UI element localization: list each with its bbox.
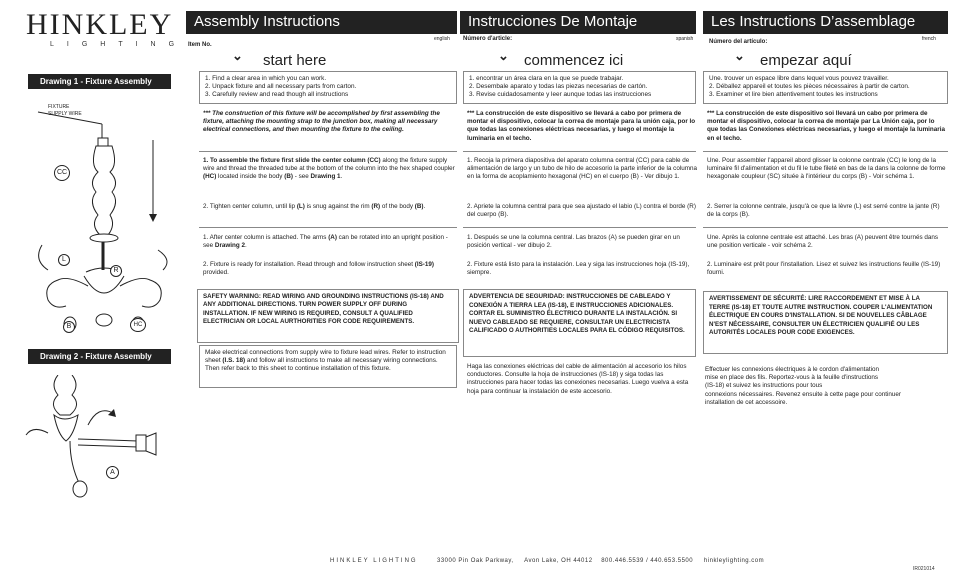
- es-safety-warning: ADVERTENCIA DE SEGURIDAD: INSTRUCCIONES DE CABLEADO Y CONEXIÓN A TIERRA LEA (IS-18), E INSTRUCCIONES ADICIONALES. CORTAR EL SUMINISTRO ÉLECTRICO DURANTE LA INSTALACIÓN. SI NUEVO CABLEADO SE REQUIERE, CONSULTAR UN ELECTRICISTA CALIFICADO O AUTHORITIES LOCALES PARA EL CÓDIGO REQUISITOS.: [463, 289, 696, 357]
- document-code: IR021014: [913, 566, 935, 572]
- fr-step-2: 2. Serrer la colonne centrale, jusqu'à ce que la lèvre (L) est serré contre la jante (R) de la corps (B).: [707, 203, 940, 219]
- callout-cc: CC: [54, 165, 70, 181]
- fr-intro-3: 3. Examiner et lire bien attentivement toutes les instructions: [709, 91, 878, 99]
- assembly-instructions-header: Assembly Instructions: [186, 11, 457, 34]
- divider: [199, 227, 457, 228]
- en-step-1: 1. To assemble the fixture first slide the center column (CC) along the fixture supply wire and thread the threaded tube at the bottom of the column into the hex shaped coupler (HC) located inside the body (B) - see Drawing 1.: [203, 157, 455, 181]
- start-here-label: start here: [263, 52, 327, 69]
- chevron-down-icon: ⌄: [498, 48, 509, 63]
- fr-construction-note: *** La construcción de este dispositivo soi llevará un cabo por primera de montar el dispositivo, colocar la correa de montaje par La Unión caja, por lo que todas las Conexiones eléctricas necesarias, y luego el montaje la luminaria en el techo.: [707, 110, 945, 142]
- en-safety-warning: SAFETY WARNING: READ WIRING AND GROUNDING INSTRUCTIONS (IS-18) AND ANY ADDITIONAL DIRECTIONS. TURN POWER SUPPLY OFF DURING INSTALLATION. IF NEW WIRING IS REQUIRED, CONSULT A QUALIFIED ELECTRICIAN OR LOCAL AURTHORITIES FOR CODE REQUIREMENTS.: [197, 289, 459, 343]
- en-construction-note: *** The construction of this fixture will be accomplished by first assembling the fixture, attaching the mounting strap to the junction box, making all necessary electrical connections, and then mounting the fixture to the ceiling.: [203, 110, 440, 134]
- lang-spanish: spanish: [676, 36, 694, 42]
- les-instructions-header: Les Instructions D’assemblage: [703, 11, 948, 34]
- divider: [463, 151, 696, 152]
- drawing-2-illustration: [18, 375, 178, 505]
- es-step-2: 2. Apriete la columna central para que sea ajustado el labio (L) contra el borde (R) del cuerpo (B).: [467, 203, 696, 219]
- drawing-1-title: Drawing 1 - Fixture Assembly: [28, 74, 171, 89]
- numero-article-label: Número d'article:: [463, 36, 513, 42]
- lang-english: english: [434, 36, 450, 42]
- item-no-label: Item No.: [188, 42, 212, 48]
- commencez-ici-label: commencez ici: [524, 52, 624, 69]
- es-intro-1: 1. encontrar un área clara en la que se puede trabajar.: [469, 75, 624, 82]
- divider: [703, 227, 948, 228]
- es-intro-2: 2. Desembale aparato y todas las piezas necesarias de cartón.: [469, 83, 648, 91]
- es-step-4: 2. Fixture está listo para la instalación. Lea y siga las instrucciones hoja (IS-19), siempre.: [467, 261, 690, 277]
- brand-logo: [26, 8, 188, 48]
- drawing-2-title: Drawing 2 - Fixture Assembly: [28, 349, 171, 364]
- es-step-3: 1. Después se une la columna central. Las brazos (A) se pueden girar en un posición vertical - ver dibujo 2.: [467, 234, 680, 250]
- en-intro-2: 2. Unpack fixture and all necessary parts from carton.: [205, 83, 357, 91]
- callout-r: R: [110, 265, 122, 277]
- callout-b: B: [63, 321, 75, 333]
- lang-french: french: [922, 36, 936, 42]
- fr-intro-1: Une. trouver un espace libre dans lequel vous pouvez travailler.: [709, 75, 889, 82]
- en-intro-1: 1. Find a clear area in which you can work.: [205, 75, 327, 82]
- fr-step-3: Une. Après la colonne centrale est attaché. Les bras (A) peuvent être tournés dans une position verticale - voir schéma 2.: [707, 234, 939, 250]
- numero-articulo-label: Número del artículo:: [709, 39, 768, 45]
- es-electrical-text: Haga las conexiones eléctricas del cable de alimentación al accesorio los hilos conductores. Consulte la hoja de instrucciones (IS-18) y siga todas las instrucciones para hacer todas las conexiones necesarias. Luego vuelva a esta hoja para continuar la instalación de este accesorio.: [467, 363, 689, 395]
- en-electrical-box: Make electrical connections from supply wire to fixture lead wires. Refer to instruction sheet (I.S. 18) and follow all instructions to make all necessary wiring connections. Then refer back to this sheet to continue installation of this fixture.: [199, 345, 457, 388]
- chevron-down-icon: ⌄: [734, 48, 745, 63]
- fr-step-4: 2. Luminaire est prêt pour l'installation. Lisez et suivez les instructions feuille (IS-19) fourni.: [707, 261, 941, 277]
- divider: [463, 227, 696, 228]
- en-step-3: 1. After center column is attached. The arms (A) can be rotated into an upright position - see Drawing 2.: [203, 234, 448, 250]
- divider: [703, 151, 948, 152]
- fr-electrical-text: Effectuer les connexions électriques à le cordon d'alimentation mise en place des fils. Reportez-vous à la feuille d'instructions (IS-18) et suivez les instructions pour tous connexions nécessaires. Revenez ensuite à cette page pour continuer installation de cet accessoire.: [705, 366, 902, 406]
- fr-safety-warning: AVERTISSEMENT DE SÉCURITÉ: LIRE RACCORDEMENT ET MISE À LA TERRE (IS-18) ET TOUTE AUTRE INSTRUCTION. COUPER L'ALIMENTATION ÉLECTRIQUE EN COURS D'INSTALLATION. SI DE NOUVELLES CÂBLAGE N'EST NÉCESSAIRE, CONSULTER UN ÉLECTRICIEN QUALIFIÉ OU LES AUTORITÉS LOCALES POUR CODE EXIGENCES.: [703, 291, 948, 354]
- en-step-4: 2. Fixture is ready for installation. Read through and follow instruction sheet (IS-19) provided.: [203, 261, 435, 277]
- divider: [199, 151, 457, 152]
- en-step-2: 2. Tighten center column, until lip (L) is snug against the rim (R) of the body (B).: [203, 203, 426, 210]
- es-construction-note: *** La construcción de este dispositivo se llevará a cabo por primera de montar el dispositivo, colocar la correa de montaje para la unión caja, por lo que todas las conexiones eléctricas necesarias, y luego el montaje la luminaria en el techo.: [467, 110, 696, 142]
- callout-l: L: [58, 254, 70, 266]
- callout-hc: HC: [130, 318, 146, 332]
- en-intro-box: [199, 71, 457, 104]
- fr-step-1: Une. Pour assembler l'appareil abord glisser la colonne centrale (CC) le long de la luminaire fil d'alimentation et du fil le tube fileté en bas de la dans la colonne de forme hexagonale coupleur (SC) située à l'intérieur du corps (B) - Voir schéma 1.: [707, 157, 946, 181]
- footer-brand: HINKLEY LIGHTING: [330, 558, 418, 564]
- fr-intro-2: 2. Déballez appareil et toutes les pièces nécessaires à partir de carton.: [709, 83, 910, 91]
- callout-a: A: [106, 466, 119, 479]
- empezar-aqui-label: empezar aquí: [760, 52, 852, 69]
- en-intro-3: 3. Carefully review and read though all instructions: [205, 91, 349, 99]
- es-step-1: 1. Recoja la primera diapositiva del aparato columna central (CC) para cable de alimentación de largo y un tubo de hilo de accesorio la parte inferior de la columna en la forma de acoplamiento hexagonal (HC) en el cuerpo (B) - Ver dibujo 1.: [467, 157, 697, 181]
- drawing-1-illustration: [28, 110, 178, 335]
- es-intro-box: [463, 71, 696, 104]
- es-intro-3: 3. Revise cuidadosamente y leer aunque todas las instrucciones: [469, 91, 652, 99]
- footer-address: 33000 Pin Oak Parkway, Avon Lake, OH 44012 800.446.5539 / 440.653.5500 hinkleylighting.com: [437, 558, 765, 564]
- logo-subtitle: LIGHTING: [50, 41, 188, 48]
- fixture-supply-wire-label: FIXTURE SUPPLY WIRE: [48, 104, 82, 117]
- instrucciones-header: Instrucciones De Montaje: [460, 11, 696, 34]
- chevron-down-icon: ⌄: [232, 48, 243, 63]
- logo-wordmark: HINKLEY: [26, 8, 174, 41]
- fr-intro-box: [703, 71, 948, 104]
